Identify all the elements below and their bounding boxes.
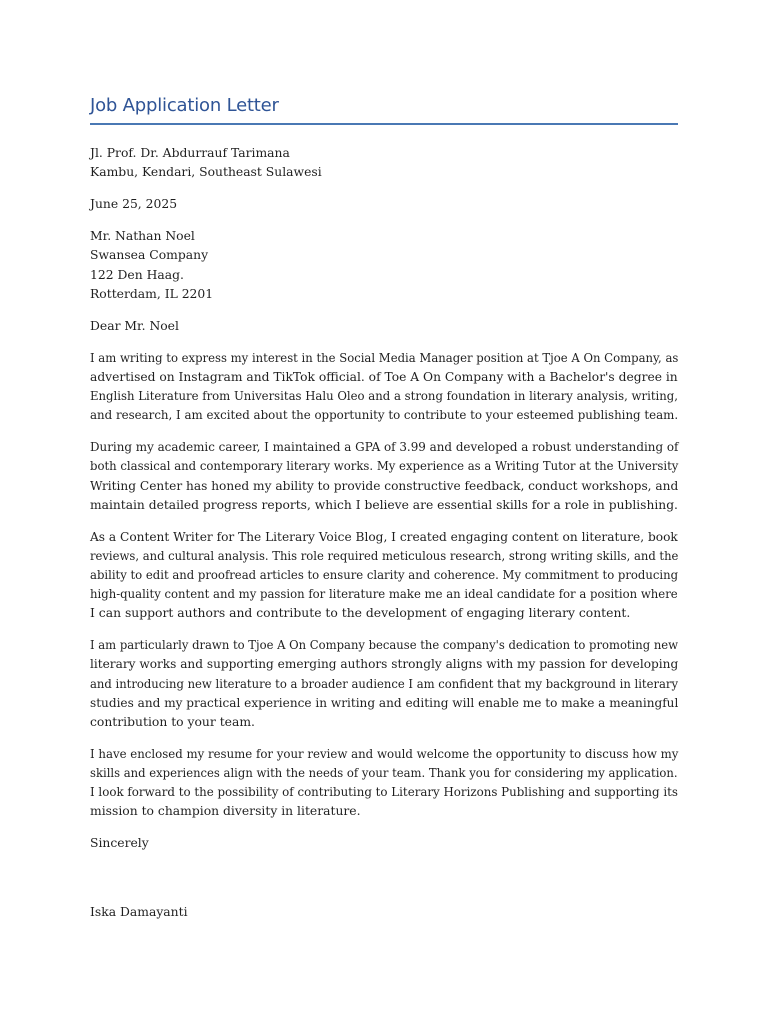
title-underline (90, 123, 678, 125)
document-title: Job Application Letter (90, 95, 279, 116)
paragraph-line: high-quality content and my passion for literature make me an ideal candidate for a position where (90, 586, 678, 602)
paragraph-line: reviews, and cultural analysis. This role required meticulous research, strong writing skills, and the (90, 547, 679, 563)
paragraph-5 (90, 744, 680, 821)
paragraph-line: I look forward to the possibility of contributing to Literary Horizons Publishing and supporting its (90, 784, 678, 800)
paragraph-line: mission to champion diversity in literature. (90, 803, 361, 819)
paragraph-line: Writing Center has honed my ability to provide constructive feedback, conduct workshops, and (90, 477, 679, 493)
paragraph-4 (90, 635, 680, 731)
recipient-line: 122 Den Haag. (90, 266, 184, 282)
sender-address-line: Kambu, Kendari, Southeast Sulawesi (90, 164, 322, 180)
date-text: June 25, 2025 (90, 196, 178, 212)
closing (90, 833, 680, 852)
paragraph-line: advertised on Instagram and TikTok official. of Toe A On Company with a Bachelor's degree in (90, 369, 678, 385)
paragraph-line: I can support authors and contribute to the development of engaging literary content. (90, 605, 631, 621)
paragraph-line: During my academic career, I maintained a GPA of 3.99 and developed a robust understanding of (90, 439, 679, 455)
paragraph-line: English Literature from Universitas Halu Oleo and a strong foundation in literary analysis, writing, (90, 388, 678, 404)
recipient-line: Rotterdam, IL 2201 (90, 285, 214, 301)
letter-body (90, 143, 680, 922)
paragraph-line: I am particularly drawn to Tjoe A On Company because the company's dedication to promoting new (90, 637, 679, 653)
signature (90, 902, 680, 921)
paragraph-line: maintain detailed progress reports, which I believe are essential skills for a role in publishing. (90, 496, 678, 512)
paragraph-line: I have enclosed my resume for your review and would welcome the opportunity to discuss how my (90, 745, 679, 761)
paragraph-line: As a Content Writer for The Literary Voice Blog, I created engaging content on literature, book (90, 528, 678, 544)
sender-address-line: Jl. Prof. Dr. Abdurrauf Tarimana (90, 145, 290, 160)
recipient-line: Swansea Company (90, 247, 209, 263)
paragraph-line: I am writing to express my interest in the Social Media Manager position at Tjoe A On Company, as (90, 349, 679, 365)
paragraph-line: literary works and supporting emerging authors strongly aligns with my passion for developing (90, 656, 679, 672)
signature-name: Iska Damayanti (90, 904, 188, 920)
paragraph-line: both classical and contemporary literary works. My experience as a Writing Tutor at the University (90, 458, 679, 474)
paragraph-line: contribution to your team. (90, 714, 255, 730)
recipient-line: Mr. Nathan Noel (90, 228, 195, 244)
sender-address (90, 143, 680, 181)
paragraph-1 (90, 348, 680, 425)
salutation (90, 316, 680, 335)
paragraph-line: and introducing new literature to a broader audience I am confident that my background in literary (90, 675, 679, 691)
paragraph-line: ability to edit and proofread articles to ensure clarity and coherence. My commitment to producing (90, 567, 679, 583)
paragraph-line: and research, I am excited about the opportunity to contribute to your esteemed publishing team. (90, 407, 679, 423)
paragraph-line: skills and experiences align with the needs of your team. Thank you for considering my application. (90, 765, 678, 781)
closing-text: Sincerely (90, 835, 149, 851)
paragraph-3 (90, 527, 680, 623)
recipient-address (90, 226, 680, 303)
letter-date (90, 194, 680, 213)
salutation-text: Dear Mr. Noel (90, 317, 179, 333)
paragraph-2 (90, 437, 680, 514)
paragraph-line: studies and my practical experience in writing and editing will enable me to make a meaningful (90, 694, 679, 710)
